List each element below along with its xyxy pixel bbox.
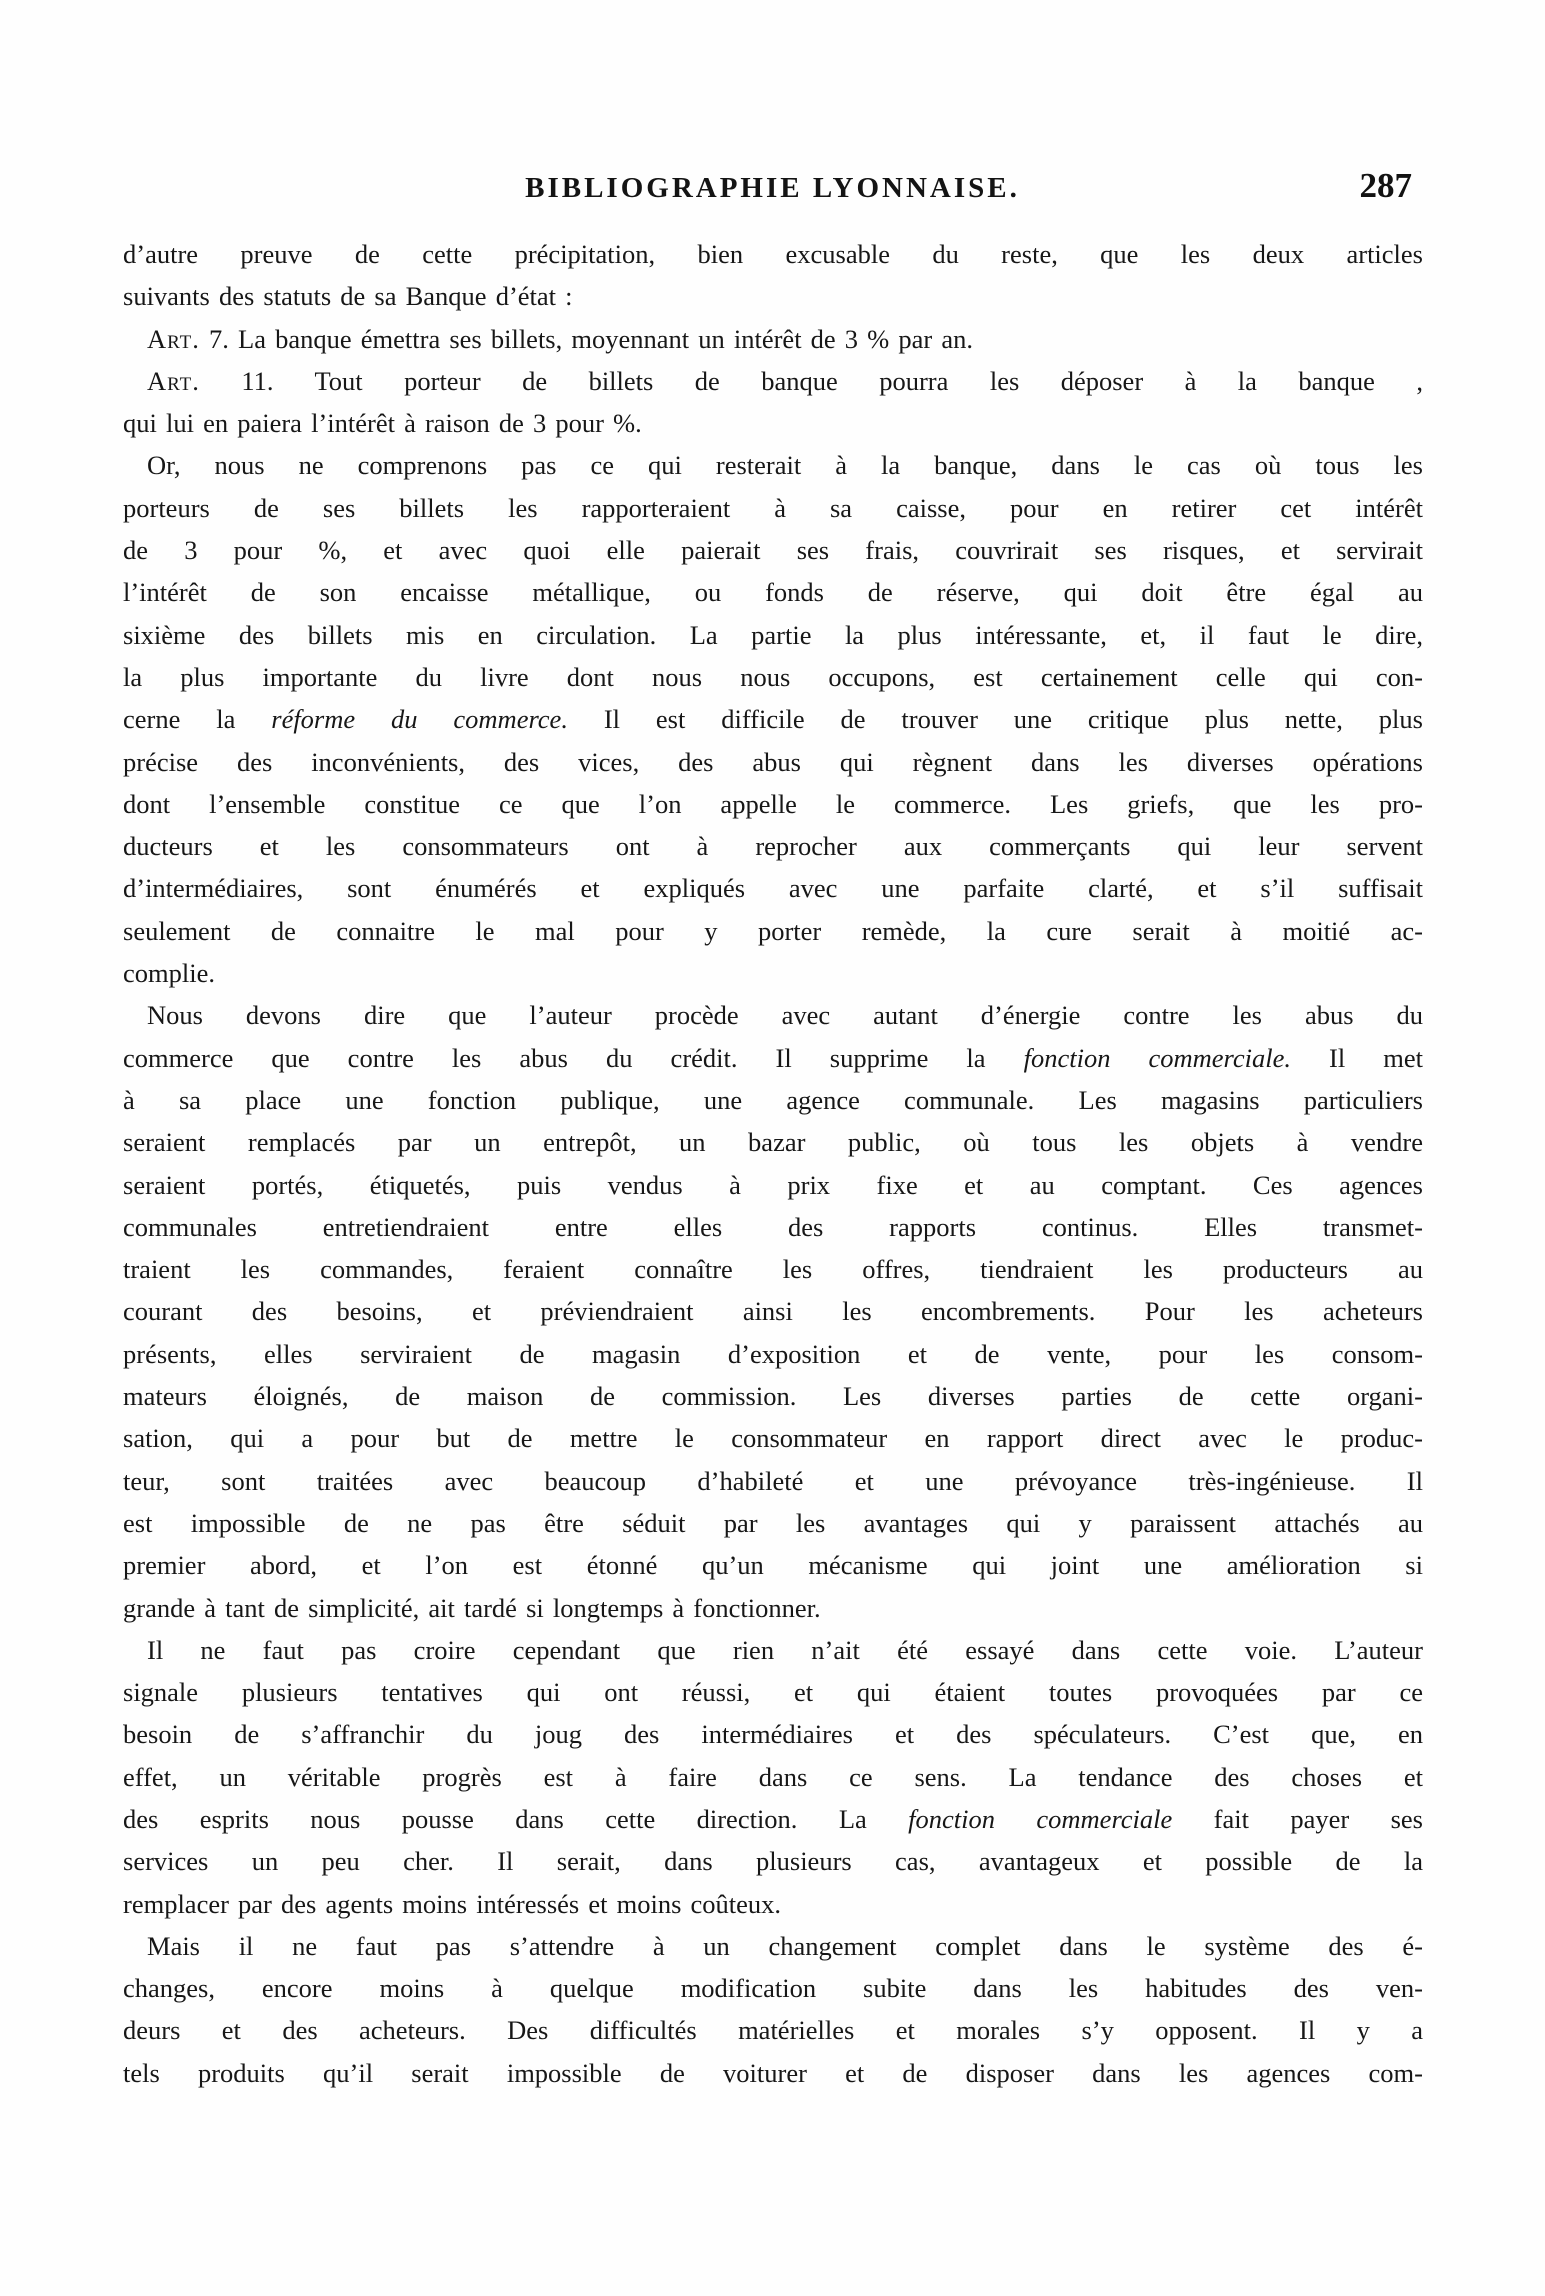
text-segment: commerce que contre les abus du crédit. Il supprime la [123,1042,1024,1073]
text-line [123,1333,1423,1375]
text-segment: tels produits qu’il serait impossible de voiturer et de disposer dans les agences com- [123,2057,1423,2088]
text-segment: à sa place une fonction publique, une agence communale. Les magasins particuliers [123,1084,1423,1115]
text-line [123,402,1423,444]
text-line [123,1164,1423,1206]
text-segment: Il met [1290,1042,1423,1073]
text-segment: sation, qui a pour but de mettre le consommateur en rapport direct avec le produc- [123,1423,1423,1454]
text-segment: traient les commandes, feraient connaître les offres, tiendraient les producteurs au [123,1254,1423,1285]
text-segment: changes, encore moins à quelque modification subite dans les habitudes des ven- [123,1973,1423,2004]
text-line [123,487,1423,529]
text-segment: Il ne faut pas croire cependant que rien n’ait été essayé dans cette voie. L’auteur [147,1634,1423,1665]
text-segment: cerne la [123,704,272,735]
text-segment: l’intérêt de son encaisse métallique, ou fonds de réserve, qui doit être égal au [123,577,1423,608]
text-line [123,994,1423,1036]
text-line [123,1375,1423,1417]
text-line [123,1840,1423,1882]
paragraph [123,444,1423,994]
text-line [123,825,1423,867]
text-segment: 11. Tout porteur de billets de banque pourra les déposer à la banque , [199,365,1423,396]
text-line [123,1417,1423,1459]
text-segment: dont l’ensemble constitue ce que l’on appelle le commerce. Les griefs, que les pro- [123,788,1423,819]
text-line [123,698,1423,740]
text-segment: présents, elles serviraient de magasin d’exposition et de vente, pour les consom- [123,1338,1423,1369]
text-segment: 7. La banque émettra ses billets, moyennant un intérêt de 3 % par an. [199,323,973,354]
text-segment: courant des besoins, et préviendraient ainsi les encombrements. Pour les acheteurs [123,1296,1423,1327]
text-line [123,614,1423,656]
text-segment: Il est difficile de trouver une critique plus nette, plus [567,704,1423,735]
italic-text: fonction commerciale. [1023,1042,1291,1073]
text-segment: Mais il ne faut pas s’attendre à un changement complet dans le système des é- [147,1930,1423,1961]
text-segment: communales entretiendraient entre elles des rapports continus. Elles transmet- [123,1211,1423,1242]
text-line [123,1290,1423,1332]
text-line [123,1502,1423,1544]
running-head [0,166,1545,212]
text-segment: effet, un véritable progrès est à faire dans ce sens. La tendance des choses et [123,1761,1423,1792]
text-line [123,571,1423,613]
text-line [123,275,1423,317]
text-segment: mateurs éloignés, de maison de commission. Les diverses parties de cette organi- [123,1381,1423,1412]
text-line [123,1756,1423,1798]
text-segment: complie. [123,958,215,989]
page-body-text [123,233,1423,2094]
text-line [123,529,1423,571]
text-line [123,360,1423,402]
smallcaps-text: Art. [147,365,200,396]
text-line [123,2009,1423,2051]
text-line [123,867,1423,909]
text-line [123,1248,1423,1290]
text-line [123,233,1423,275]
text-line [123,783,1423,825]
text-segment: est impossible de ne pas être séduit par les avantages qui y paraissent attachés au [123,1507,1423,1538]
text-segment: signale plusieurs tentatives qui ont réussi, et qui étaient toutes provoquées par ce [123,1677,1423,1708]
text-line [123,1925,1423,1967]
text-segment: d’autre preuve de cette précipitation, bien excusable du reste, que les deux articles [123,239,1423,269]
text-segment: de 3 pour %, et avec quoi elle paierait ses frais, couvrirait ses risques, et servirait [123,535,1423,566]
text-line [123,910,1423,952]
text-segment: grande à tant de simplicité, ait tardé si longtemps à fonctionner. [123,1592,821,1623]
text-line [123,952,1423,994]
text-segment: porteurs de ses billets les rapporteraient à sa caisse, pour en retirer cet intérêt [123,492,1423,523]
text-line [123,1460,1423,1502]
text-line [123,1079,1423,1121]
text-line [123,1121,1423,1163]
text-segment: d’intermédiaires, sont énumérés et expliqués avec une parfaite clarté, et s’il suffisait [123,873,1423,904]
paragraph [123,360,1423,445]
text-line [123,1671,1423,1713]
paragraph [123,1629,1423,1925]
text-line [123,1713,1423,1755]
text-segment: seraient portés, étiquetés, puis vendus à prix fixe et au comptant. Ces agences [123,1169,1423,1200]
text-line [123,656,1423,698]
text-line [123,1206,1423,1248]
text-segment: remplacer par des agents moins intéressés et moins coûteux. [123,1888,782,1919]
text-segment: Or, nous ne comprenons pas ce qui resterait à la banque, dans le cas où tous les [147,450,1423,481]
text-segment: précise des inconvénients, des vices, des abus qui règnent dans les diverses opérations [123,746,1423,777]
smallcaps-text: Art. [147,323,200,354]
text-line [123,1629,1423,1671]
text-line [123,1544,1423,1586]
paragraph [123,1925,1423,2094]
text-segment: seraient remplacés par un entrepôt, un bazar public, où tous les objets à vendre [123,1127,1423,1158]
paragraph [123,318,1423,360]
text-line [123,741,1423,783]
text-line [123,318,1423,360]
running-title: BIBLIOGRAPHIE LYONNAISE. [525,172,1020,204]
text-segment: services un peu cher. Il serait, dans plusieurs cas, avantageux et possible de la [123,1846,1423,1877]
paragraph [123,994,1423,1628]
page-number: 287 [1359,166,1412,205]
text-segment: qui lui en paiera l’intérêt à raison de 3 pour %. [123,408,642,439]
text-segment: fait payer ses [1172,1803,1423,1834]
text-line [123,444,1423,486]
text-segment: ducteurs et les consommateurs ont à reprocher aux commerçants qui leur servent [123,831,1423,862]
italic-text: fonction commerciale [908,1803,1173,1834]
text-segment: seulement de connaitre le mal pour y porter remède, la cure serait à moitié ac- [123,915,1423,946]
text-segment: sixième des billets mis en circulation. La partie la plus intéressante, et, il faut le dire, [123,619,1423,650]
text-segment: teur, sont traitées avec beaucoup d’habileté et une prévoyance très-ingénieuse. Il [123,1465,1423,1496]
text-line [123,1798,1423,1840]
text-line [123,1037,1423,1079]
text-line [123,2052,1423,2094]
text-segment: des esprits nous pousse dans cette direction. La [123,1803,909,1834]
italic-text: réforme du commerce. [271,704,568,735]
paragraph [123,233,1423,318]
text-line [123,1967,1423,2009]
text-line [123,1883,1423,1925]
text-segment: Nous devons dire que l’auteur procède avec autant d’énergie contre les abus du [147,1000,1423,1031]
text-segment: la plus importante du livre dont nous nous occupons, est certainement celle qui con- [123,661,1423,692]
text-segment: deurs et des acheteurs. Des difficultés matérielles et morales s’y opposent. Il y a [123,2015,1423,2046]
text-segment: suivants des statuts de sa Banque d’état : [123,281,573,312]
text-segment: premier abord, et l’on est étonné qu’un mécanisme qui joint une amélioration si [123,1550,1423,1581]
text-segment: besoin de s’affranchir du joug des intermédiaires et des spéculateurs. C’est que, en [123,1719,1423,1750]
text-line [123,1587,1423,1629]
